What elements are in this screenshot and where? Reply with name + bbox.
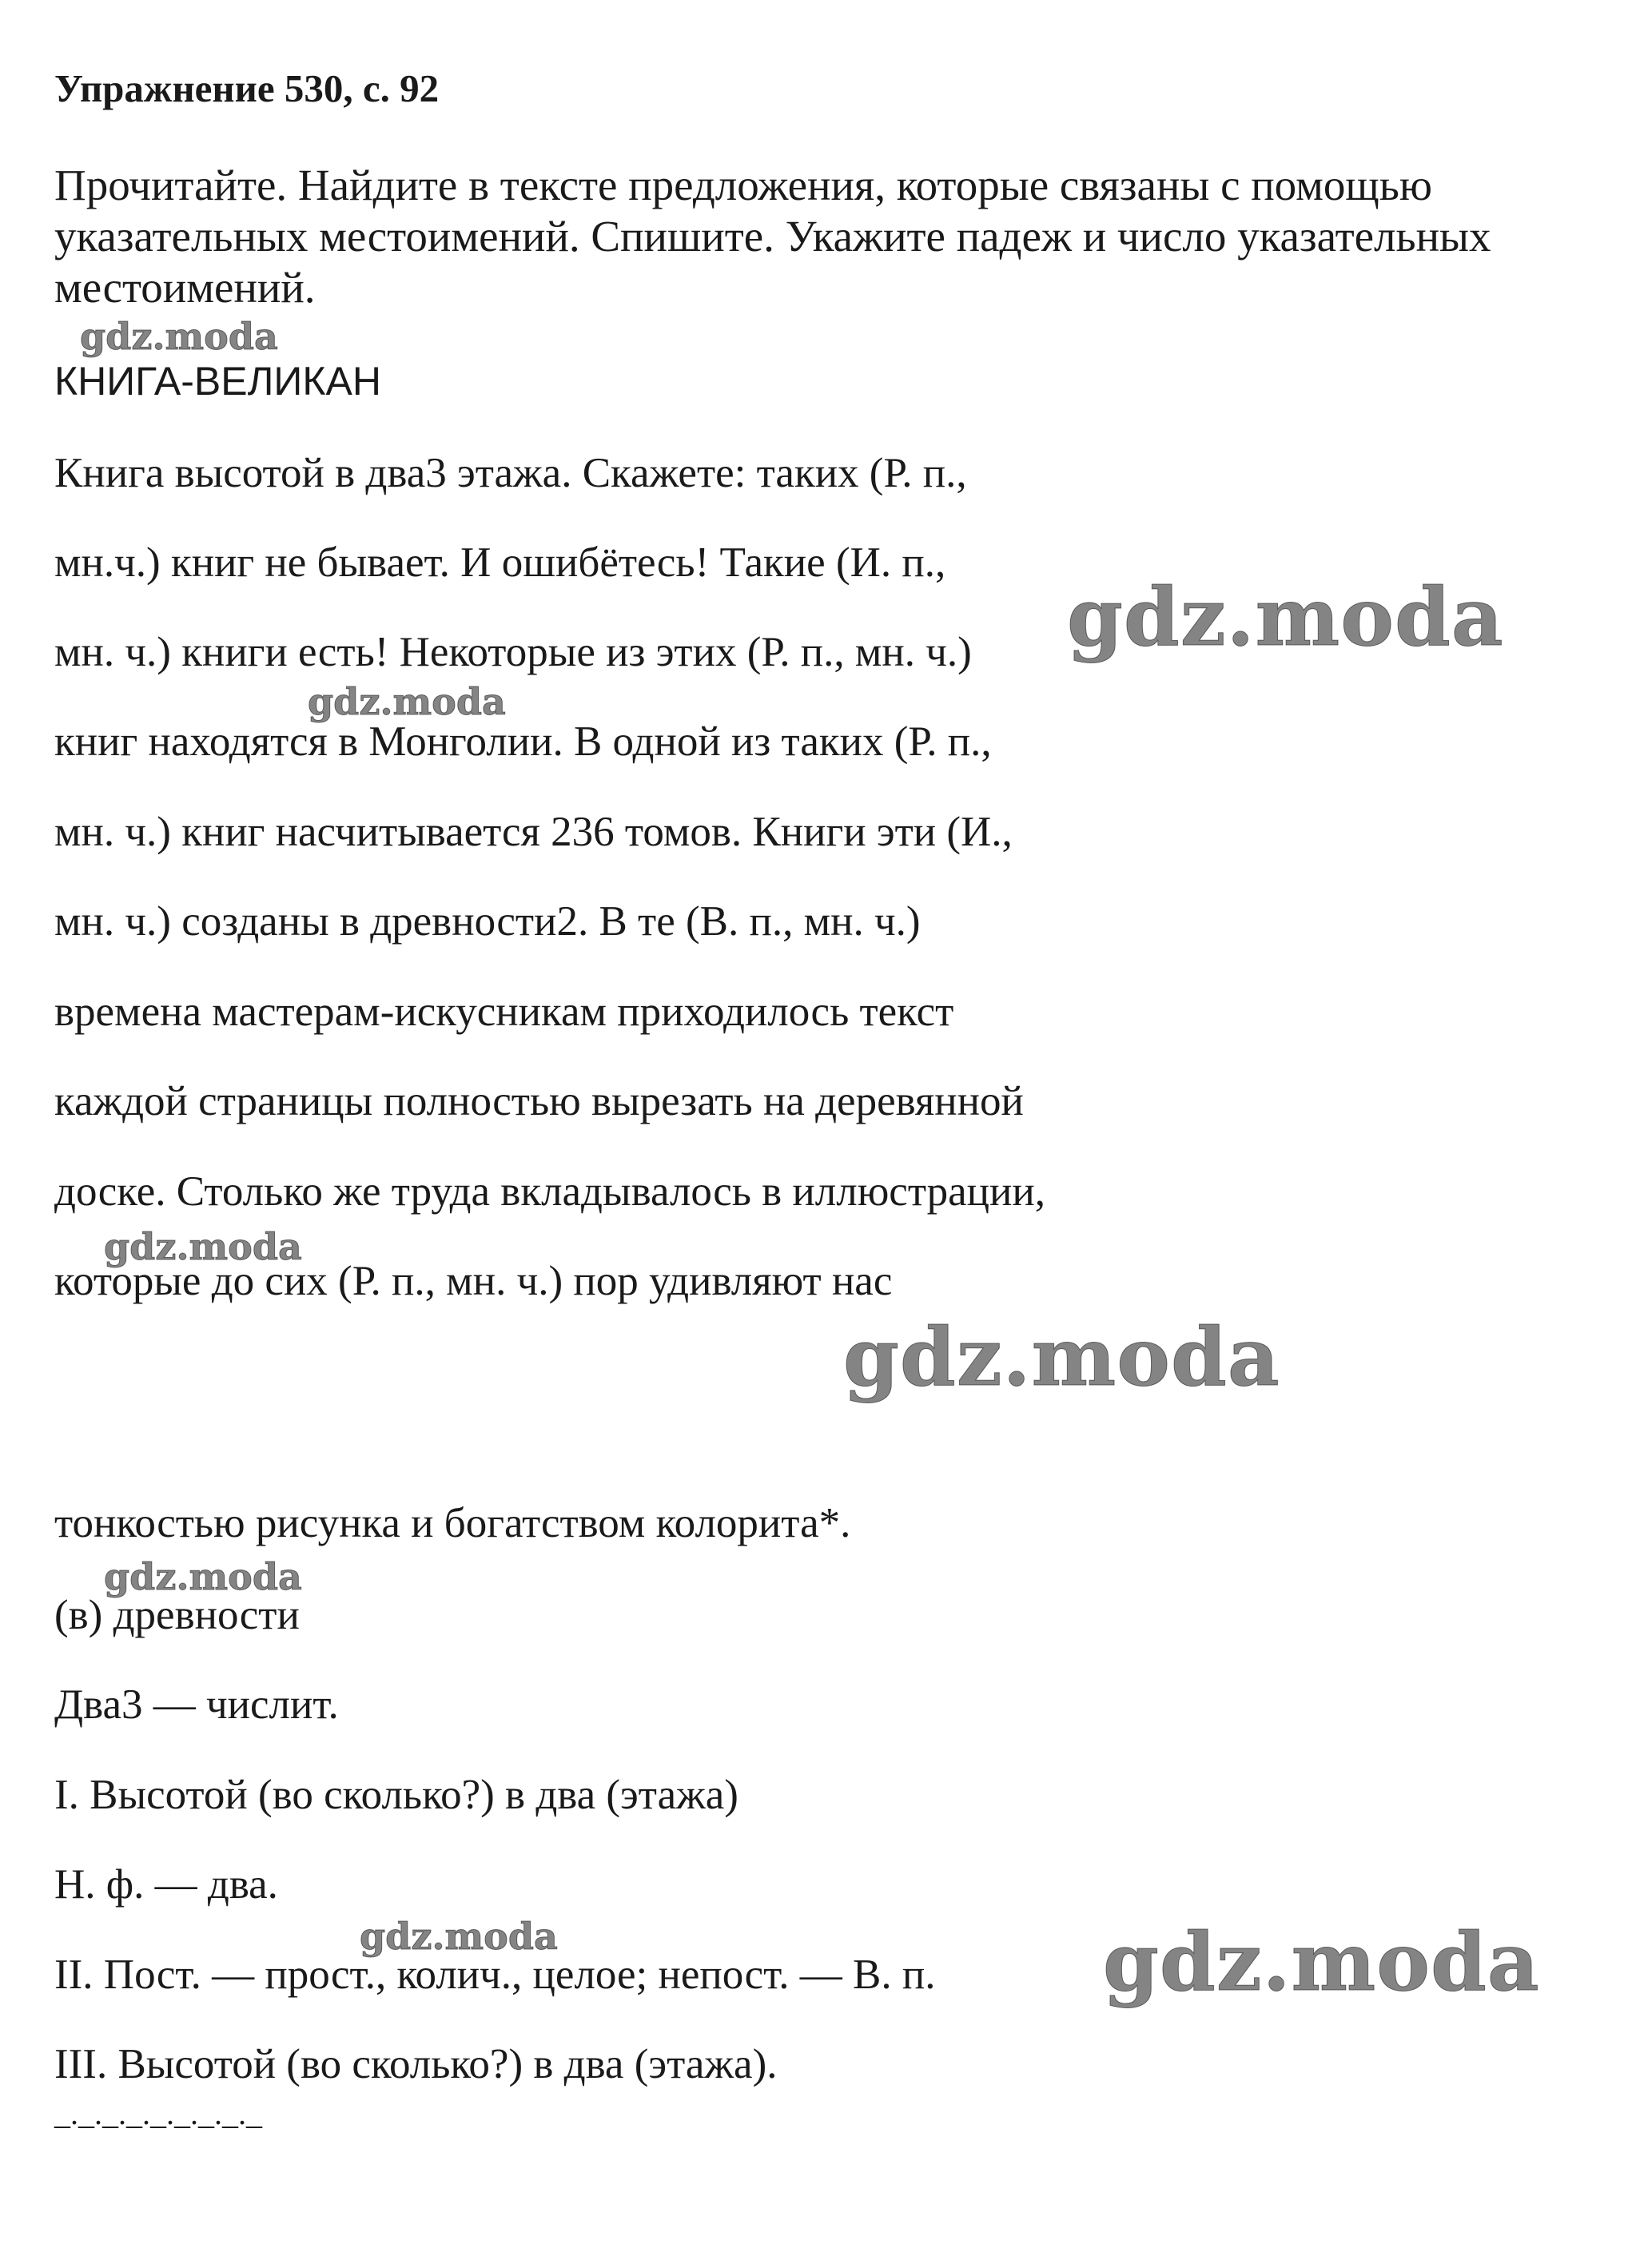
task-instructions: Прочитайте. Найдите в тексте предложения, которые связаны с помощью указательных местоимений. Спишите. Укажите падеж и число указательных местоимений. [54, 161, 1491, 312]
watermark: gdz.moda [104, 1225, 302, 1268]
story-line: мн. ч.) книги есть! Некоторые из этих (Р. п., мн. ч.) [54, 629, 972, 675]
watermark: gdz.moda [80, 315, 278, 358]
analysis-line: (в) древности [54, 1592, 300, 1638]
story-line: мн. ч.) созданы в древности2. В те (В. п., мн. ч.) [54, 898, 921, 945]
story-line: Книга высотой в два3 этажа. Скажете: таких (Р. п., [54, 450, 967, 496]
watermark: gdz.moda [1103, 1915, 1540, 2009]
story-line: каждой страницы полностью вырезать на деревянной [54, 1078, 1024, 1124]
story-line: времена мастерам-искусникам приходилось текст [54, 989, 954, 1035]
analysis-line: Н. ф. — два. [54, 1861, 278, 1908]
analysis-line: II. Пост. — прост., колич., целое; непост. — В. п. [54, 1952, 936, 1998]
analysis-line: Два3 — числит. [54, 1681, 339, 1728]
story-line: доске. Столько же труда вкладывалось в иллюстрации, [54, 1168, 1045, 1215]
story-line: которые до сих (Р. п., мн. ч.) пор удивляют нас [54, 1258, 893, 1304]
analysis-line: I. Высотой (во сколько?) в два (этажа) [54, 1772, 738, 1818]
story-heading: КНИГА-ВЕЛИКАН [54, 359, 381, 404]
watermark: gdz.moda [360, 1915, 558, 1958]
story-line: тонкостью рисунка и богатством колорита*. [54, 1500, 851, 1546]
underline-marker: _._._._._._._._._ [54, 2095, 262, 2131]
story-line: книг находятся в Монголии. В одной из таких (Р. п., [54, 718, 992, 765]
analysis-line: III. Высотой (во сколько?) в два (этажа). [54, 2041, 778, 2087]
watermark: gdz.moda [843, 1310, 1280, 1404]
watermark: gdz.moda [308, 680, 506, 723]
watermark: gdz.moda [104, 1555, 302, 1598]
watermark: gdz.moda [1067, 570, 1504, 664]
story-line: мн. ч.) книг насчитывается 236 томов. Книги эти (И., [54, 809, 1013, 855]
story-line: мн.ч.) книг не бывает. И ошибётесь! Такие (И. п., [54, 539, 946, 586]
exercise-title: Упражнение 530, с. 92 [54, 66, 440, 110]
